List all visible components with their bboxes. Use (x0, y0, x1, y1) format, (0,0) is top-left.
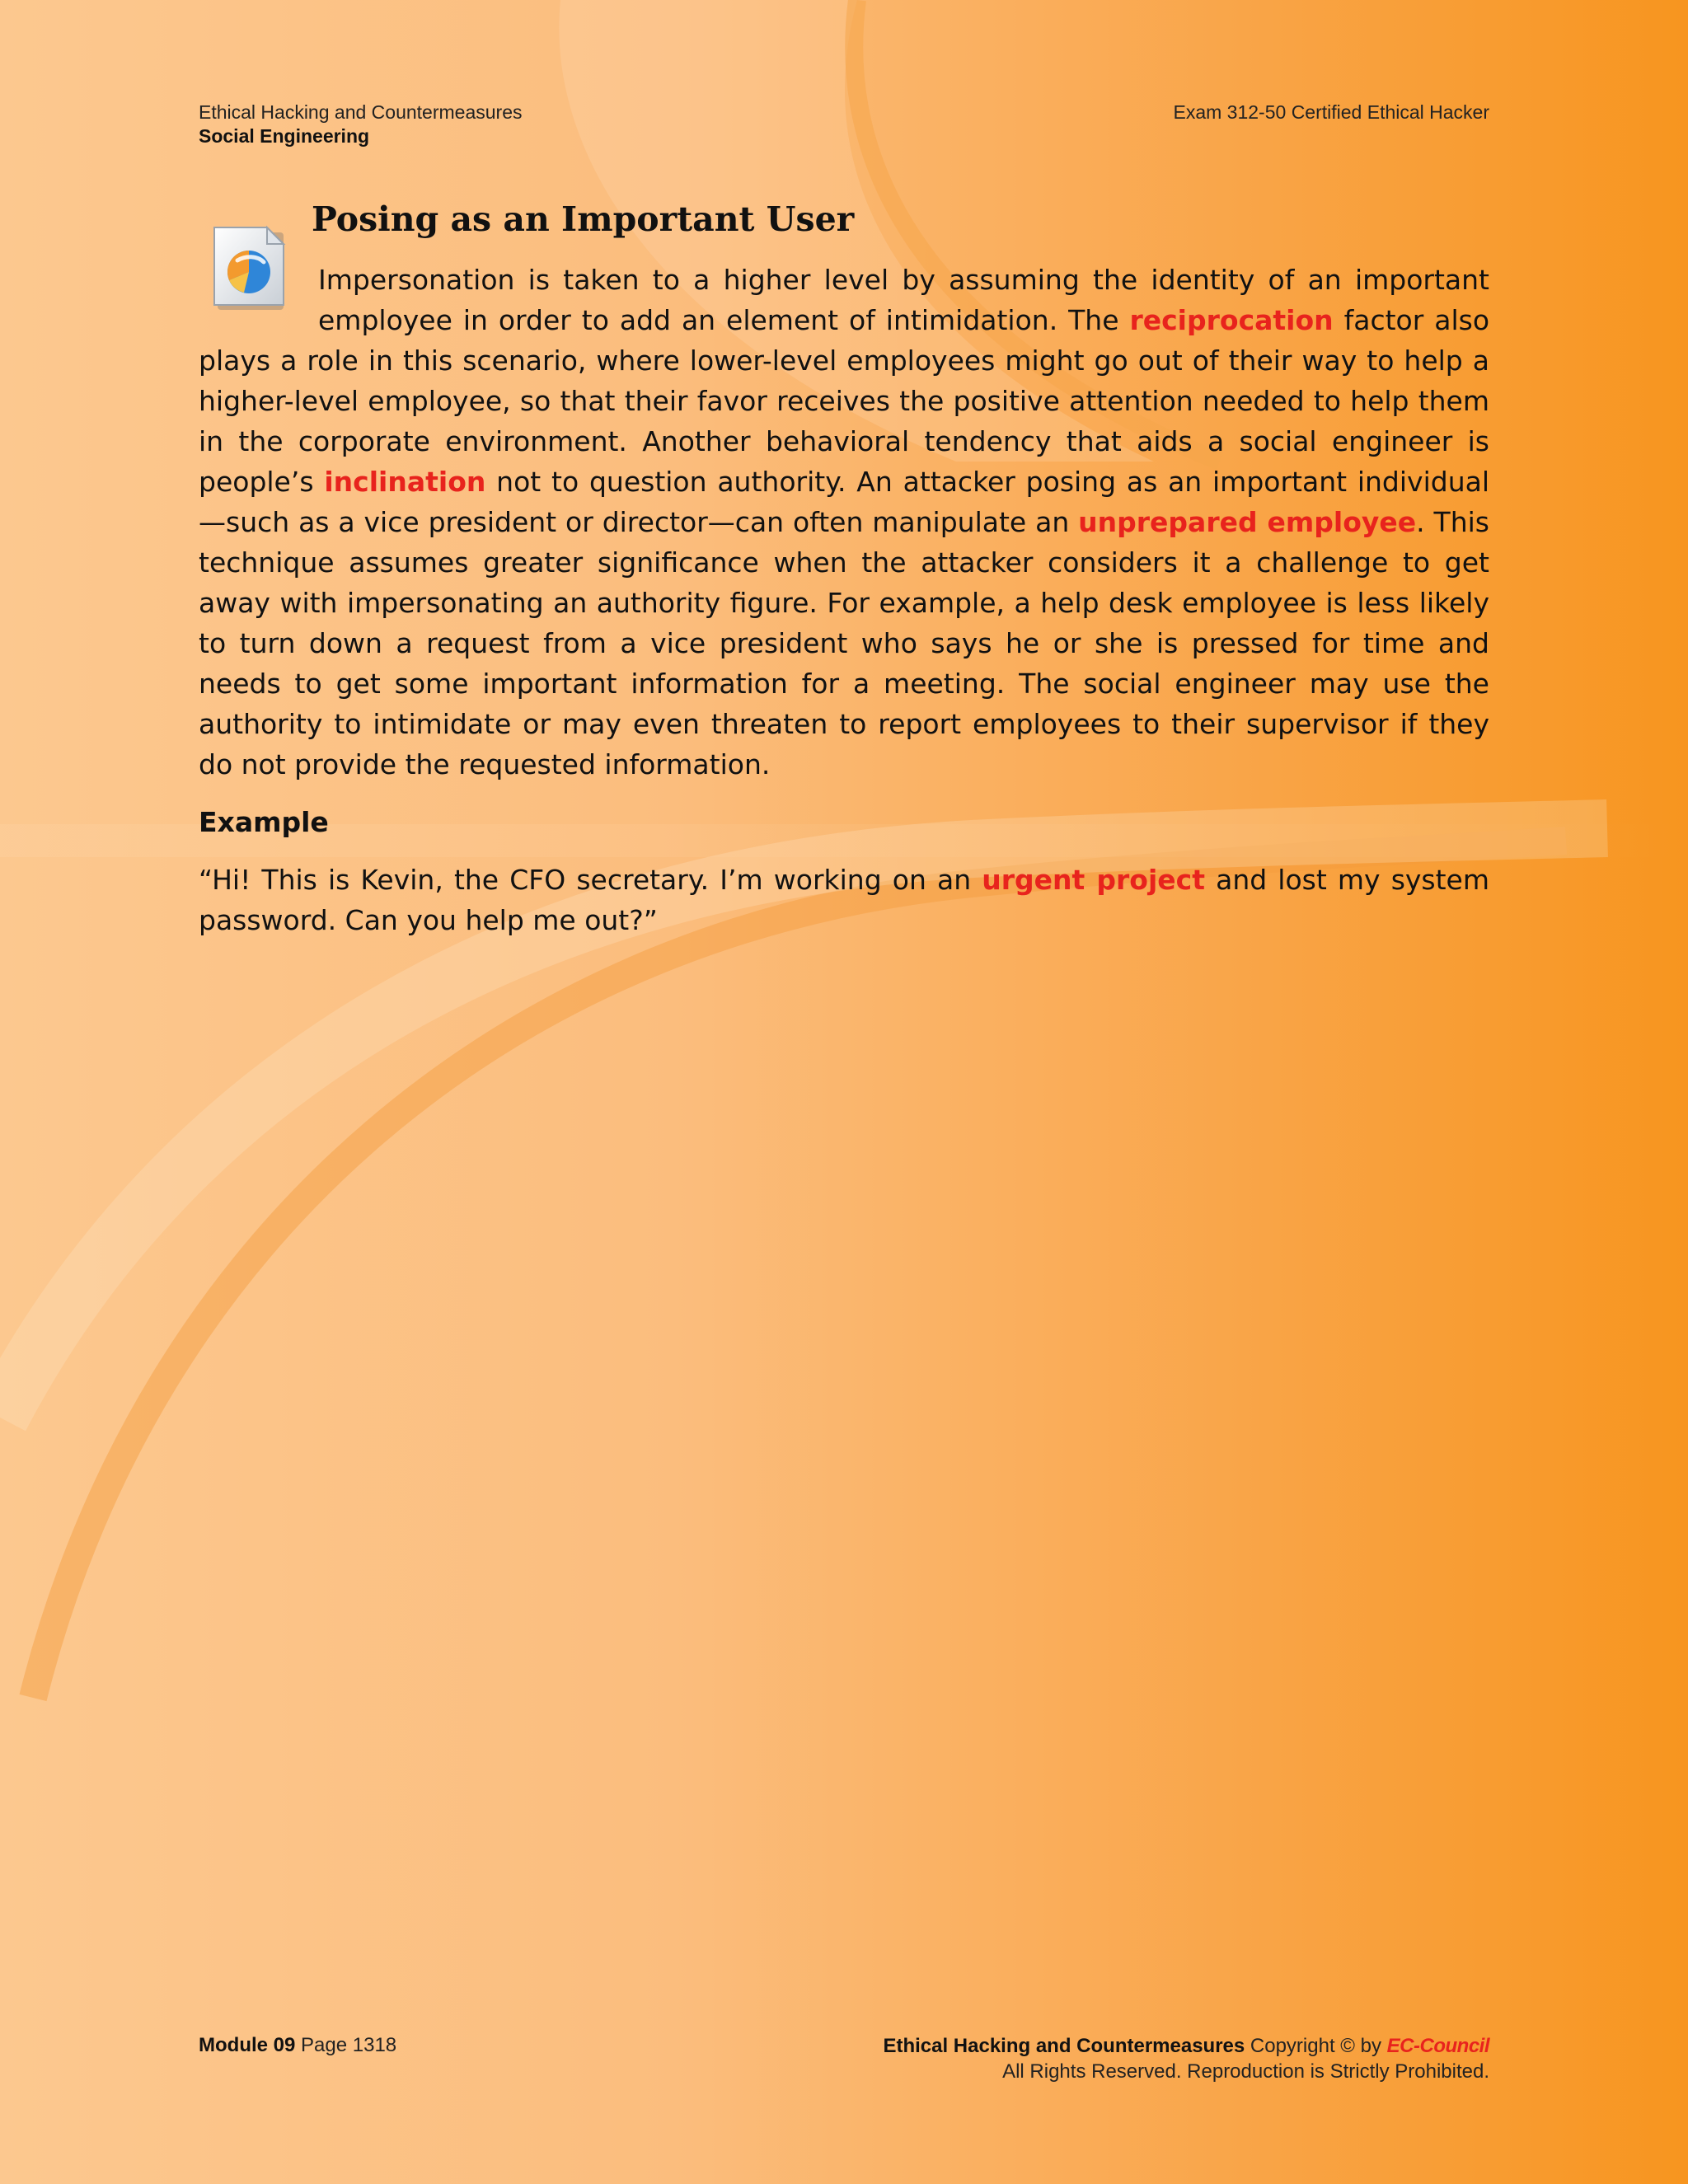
page-number: Page 1318 (301, 2034, 397, 2056)
example-heading: Example (199, 806, 329, 838)
highlight-urgent-project: urgent project (982, 864, 1205, 896)
body-text-part: Impersonation is taken to a higher level by assuming the identity of an important employee in order to add an element of intimidation. The (318, 264, 1489, 336)
module-number: Module 09 (199, 2034, 296, 2056)
highlight-unprepared-employee: unprepared employee (1078, 506, 1417, 538)
page-footer-right (883, 2033, 1489, 2084)
body-paragraph (199, 260, 1489, 785)
example-text-part: and lost my system password. Can you help me out?” (199, 864, 1489, 936)
page-header-left (199, 101, 522, 148)
highlight-reciprocation: reciprocation (1129, 304, 1334, 336)
copyright-line (883, 2033, 1489, 2059)
exam-title: Exam 312-50 Certified Ethical Hacker (1173, 101, 1489, 123)
section-title: Posing as an Important User (312, 199, 855, 239)
ec-council-logo: EC-Council (1386, 2035, 1489, 2057)
copyright-course: Ethical Hacking and Countermeasures (883, 2035, 1245, 2057)
rights-reserved: All Rights Reserved. Reproduction is Strictly Prohibited. (1002, 2060, 1489, 2083)
page-footer-left (199, 2033, 396, 2058)
course-title: Ethical Hacking and Countermeasures (199, 101, 523, 123)
body-text-part: factor also plays a role in this scenario, where lower-level employees might go out of their way to help a higher-level employee, so that their favor receives the positive attention needed to help them in the corporate environment. Another behavioral tendency that aids a social engineer is people’s (199, 304, 1490, 498)
body-text-part: . This technique assumes greater significance when the attacker considers it a challenge to get away with impersonating an authority figure. For example, a help desk employee is less likely to turn down a request from a vice president who says he or she is pressed for time and needs to get some important information for a meeting. The social engineer may use the authority to intimidate or may even threaten to report employees to their supervisor if they do not provide the requested information. (199, 506, 1489, 780)
module-name: Social Engineering (199, 125, 370, 147)
example-text-part: “Hi! This is Kevin, the CFO secretary. I’m working on an (199, 864, 982, 896)
copyright-text: Copyright © by (1250, 2035, 1381, 2057)
body-text-part: not to question authority. An attacker posing as an important individual—such as a vice president or director—can often manipulate an (199, 466, 1489, 538)
highlight-inclination: inclination (324, 466, 486, 498)
example-paragraph (199, 860, 1489, 940)
